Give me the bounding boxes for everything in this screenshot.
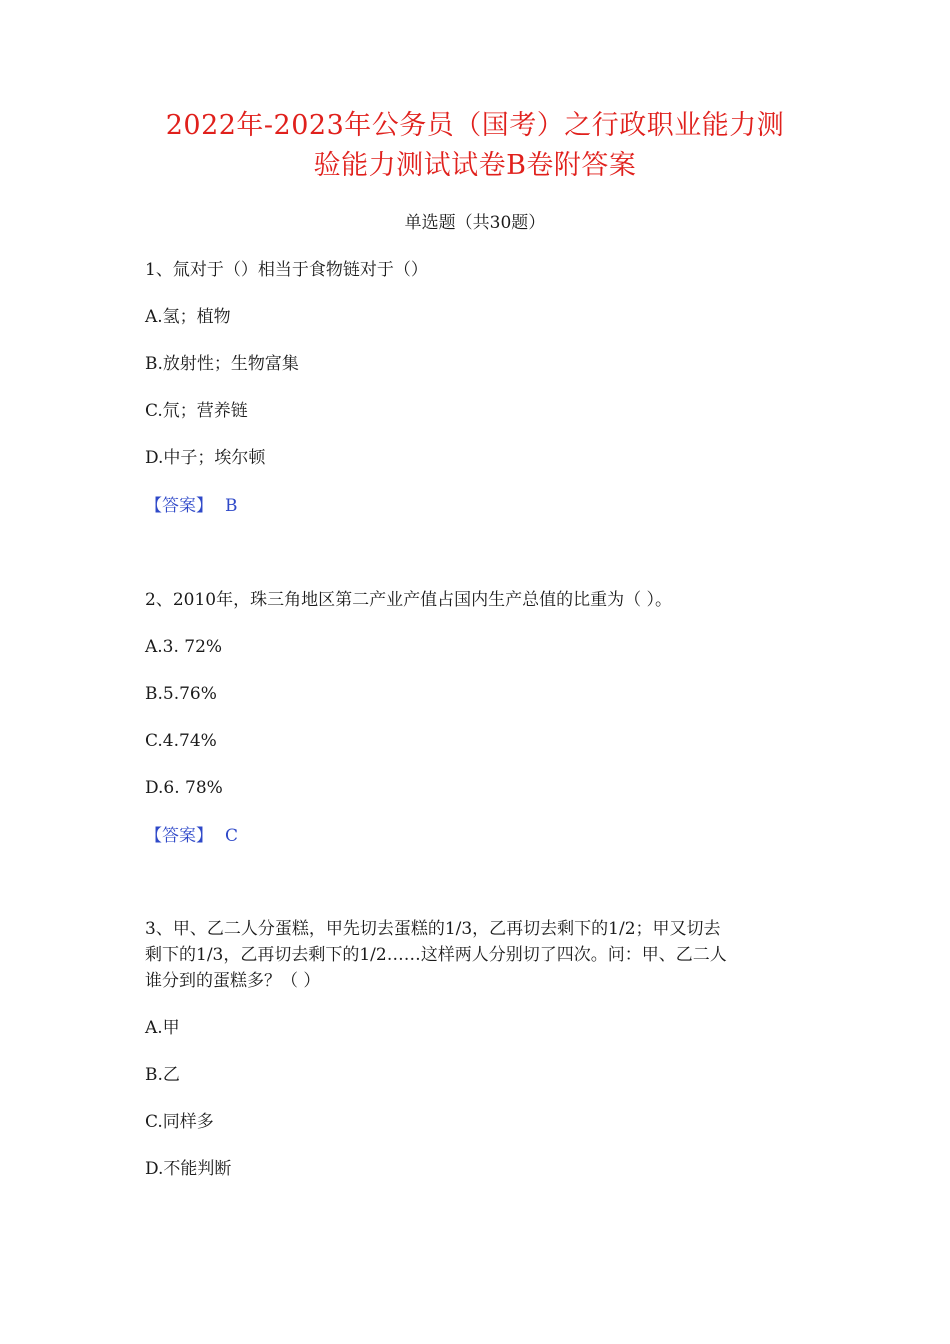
question-1-option-c: C.氘；营养链 bbox=[145, 401, 248, 421]
title-line-2: 验能力测试试卷B卷附答案 bbox=[313, 150, 637, 181]
question-3-text-line-3: 谁分到的蛋糕多？（ ） bbox=[145, 971, 321, 991]
document-title bbox=[100, 106, 850, 186]
question-2-answer bbox=[145, 823, 815, 849]
question-3-option-b: B.乙 bbox=[145, 1065, 180, 1085]
question-3-text-line-2: 剩下的1/3，乙再切去剩下的1/2……这样两人分别切了四次。问：甲、乙二人 bbox=[145, 945, 727, 965]
question-1-answer bbox=[145, 493, 815, 519]
question-2-text: 2、2010年，珠三角地区第二产业产值占国内生产总值的比重为（ ）。 bbox=[145, 590, 672, 610]
title-line-1: 2022年-2023年公务员（国考）之行政职业能力测 bbox=[165, 110, 785, 141]
question-3-option-d: D.不能判断 bbox=[145, 1159, 232, 1179]
answer-value: C bbox=[225, 826, 239, 846]
question-3-text-line-1: 3、甲、乙二人分蛋糕，甲先切去蛋糕的1/3，乙再切去剩下的1/2；甲又切去 bbox=[145, 919, 721, 939]
question-3-option-a: A.甲 bbox=[145, 1018, 180, 1038]
answer-label: 【答案】 bbox=[145, 496, 213, 516]
answer-value: B bbox=[225, 496, 238, 516]
question-2-option-a: A.3. 72% bbox=[145, 637, 223, 657]
question-2-option-b: B.5.76% bbox=[145, 684, 217, 704]
question-1-option-a: A.氢；植物 bbox=[145, 307, 231, 327]
section-heading: 单选题（共30题） bbox=[404, 213, 546, 233]
question-3-option-c: C.同样多 bbox=[145, 1112, 214, 1132]
question-1-option-b: B.放射性；生物富集 bbox=[145, 354, 299, 374]
question-2-option-c: C.4.74% bbox=[145, 731, 217, 751]
question-1-text: 1、氚对于（）相当于食物链对于（） bbox=[145, 260, 428, 280]
question-2-option-d: D.6. 78% bbox=[145, 778, 223, 798]
answer-label: 【答案】 bbox=[145, 826, 213, 846]
question-1-option-d: D.中子；埃尔顿 bbox=[145, 448, 266, 468]
